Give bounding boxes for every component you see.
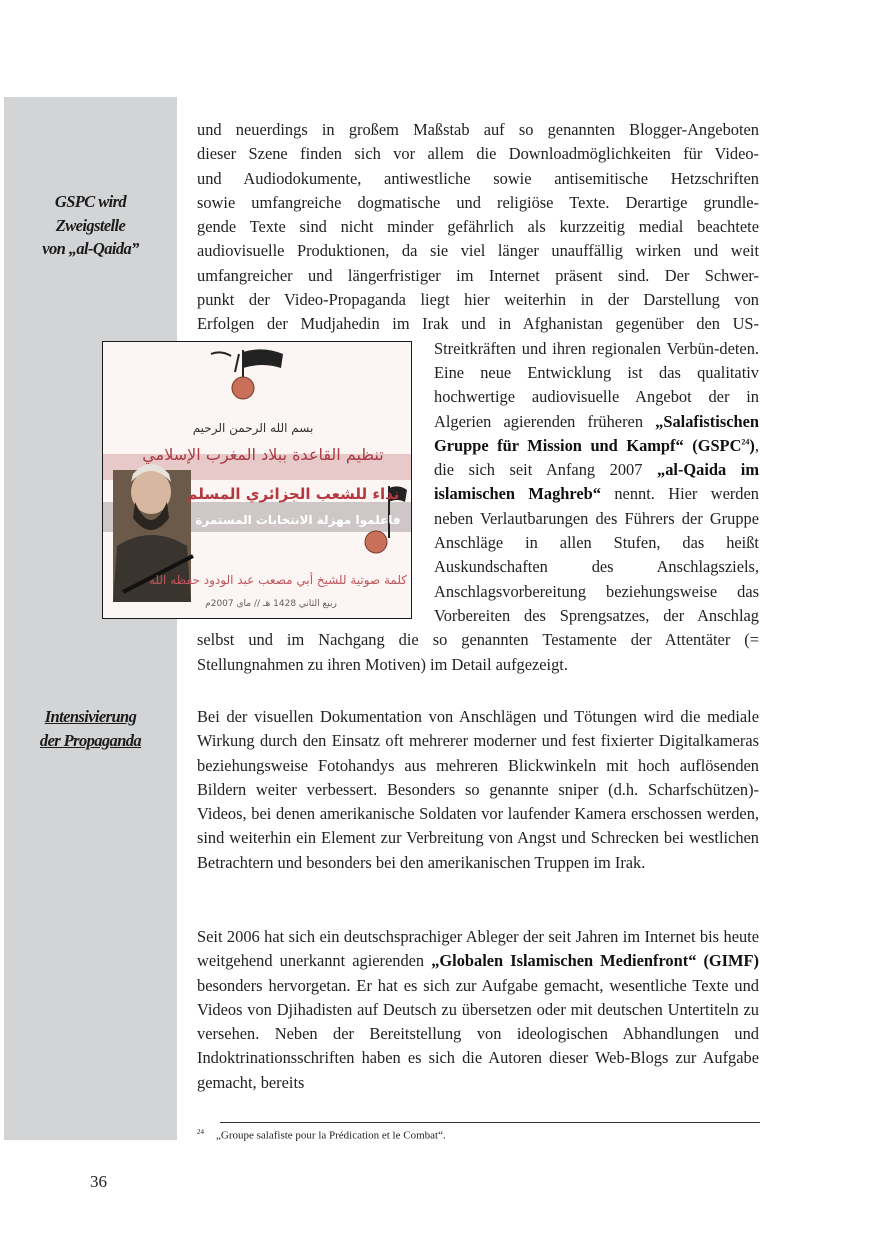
text-line: audiovisuelle Produktionen, da sie viel länger unauffällig wirken und weit (197, 241, 759, 261)
aqim-name: „al-Qaida im islamischen Maghreb“ (434, 460, 759, 504)
side-note-line: Zweigstelle (55, 215, 126, 235)
side-note-gspc (4, 190, 177, 261)
text-line: punkt der Video-Propaganda liegt hier weiterhin in der Darstellung von (197, 290, 759, 310)
paragraph-2: Bei der visuellen Dokumentation von Anschlägen und Tötungen wird die mediale Wirkung durch den Einsatz oft mehrerer moderner und fest fixierter Digitalkameras beziehungsweise Fotohandys aus mehreren Blickwinkeln mit hoch auflösenden Bildern weiter verbessert. Besonders so genannte sniper (d.h. Scharfschützen)-Videos, bei denen amerikanische Soldaten vor laufender Kamera erschossen werden, sind weiterhin ein Element zur Verbreitung von Angst und Schrecken bei westlichen Betrachtern und besonders bei den amerikanischen Truppen im Irak. (197, 707, 759, 872)
footnote-ref[interactable]: 24 (741, 437, 750, 447)
gspc-abbrev (692, 436, 755, 455)
side-note-line: GSPC wird (54, 192, 127, 211)
gspc-name: „Salafistischen Gruppe für Mission und Kampf“ (434, 411, 759, 455)
text-run: Streitkräften und ihren regionalen Verbün-deten. Eine neue Entwicklung ist das qualitativ hochwertige audiovisuelle Angebot der in Algerien agierenden früheren (434, 338, 759, 431)
footnote-text: „Groupe salafiste pour la Prédication et le Combat“. (216, 1129, 446, 1142)
arabic-title: تنظيم القاعدة ببلاد المغرب الإسلامي (142, 444, 384, 464)
propaganda-image (102, 341, 412, 619)
side-note-line: der Propaganda (39, 730, 142, 750)
arabic-caption: كلمة صوتية للشيخ أبي مصعب عبد الودود حفظه الله (148, 572, 408, 587)
text-line: dieser Szene finden sich vor allem die Downloadmöglichkeiten für Video- (197, 144, 759, 164)
side-note-line: Intensivierung (44, 707, 137, 726)
text-run: besonders hervorgetan. Er hat es sich zur Aufgabe gemacht, wesentliche Texte und Videos von Djihadisten auf Deutsch zu übersetzen oder mit deutschen Untertiteln zu versehen. Neben der Bereitstellung von ideologischen Abhandlungen und Indoktrinationsschriften haben es sich die Autoren dieser Web-Blogs zur Aufgabe gemacht, bereits (197, 975, 759, 1092)
gspc-open: (GSPC (692, 435, 742, 455)
footnote-number: 24 (197, 1128, 204, 1136)
arabic-basmala: بسم الله الرحمن الرحيم (192, 420, 314, 435)
side-note-line: von „al-Qaida” (42, 239, 139, 258)
text-line: Erfolgen der Mudjahedin im Irak und in Afghanistan gegenüber den US- (197, 314, 759, 334)
paragraph-1 (142, 118, 759, 677)
text-run: Seit 2006 hat sich ein deutschsprachiger Ableger der seit Jahren im Internet bis heute weitgehend unerkannt agierenden (197, 927, 759, 971)
wrapped-text (142, 337, 759, 677)
text-line: umfangreicher und längerfristiger im Internet präsent sind. Der Schwer- (197, 265, 759, 285)
arabic-date: ربيع الثاني 1428 هـ // ماي 2007م (205, 598, 337, 609)
text-line: und neuerdings in großem Maßstab auf so genannten Blogger-Angeboten (197, 120, 759, 139)
gimf-name: „Globalen Islamischen Medienfront“ (GIMF) (431, 951, 759, 971)
footnote (197, 1128, 446, 1142)
arabic-call: نداء للشعب الجزائري المسلم (186, 484, 400, 503)
text-line: gende Texte sind nicht minder gefährlich als kurzzeitig medial beachtete (197, 217, 759, 237)
page-number: 36 (90, 1172, 107, 1191)
text-run: , die sich seit Anfang 2007 (434, 435, 759, 480)
footnote-divider (220, 1122, 760, 1123)
propaganda-image-svg (103, 342, 411, 618)
paragraph-3 (197, 925, 759, 1095)
text-line: und Audiodokumente, antiwestliche sowie antisemitische Hetzschriften (197, 168, 759, 188)
arabic-band: فاعلموا مهزلة الانتخابات المستمرة (195, 512, 401, 527)
side-note-propaganda (4, 705, 177, 752)
gspc-close: ) (749, 435, 755, 455)
text-run: nennt. Hier werden neben Verlautbarungen des Führers der Gruppe Anschläge in allen Stufen, das heißt Auskundschaften des Anschlagsziels, Anschlagsvorbereitung beziehungsweise das Vorbereiten des Sprengsatzes, der Anschlag selbst und im Nachgang die so genannten Testamente der Attentäter (= Stellungnahmen zu ihren Motiven) im Detail aufgezeigt. (197, 484, 759, 674)
text-line: sowie umfangreiche dogmatische und religiöse Texte. Derartige grundle- (197, 192, 759, 212)
